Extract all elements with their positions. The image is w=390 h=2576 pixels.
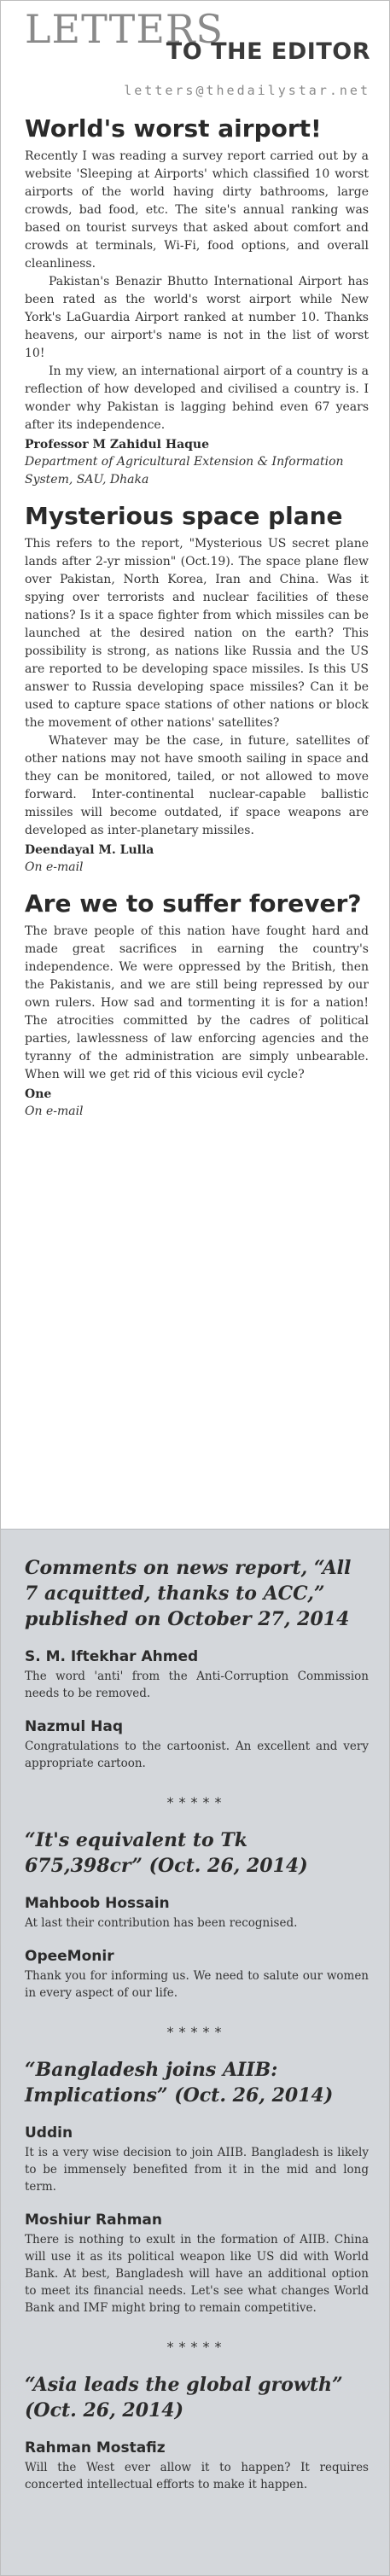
comment-text: At last their contribution has been recognised. <box>25 1916 298 1930</box>
section-separator: ***** <box>166 1794 227 1810</box>
commenter-name: Uddin <box>25 2124 73 2142</box>
section-separator: ***** <box>166 2024 227 2040</box>
letter-paragraph: Recently I was reading a survey report carried out by a website 'Sleeping at Airports' which classified 10 worst airports of the world having dirty bathrooms, large crowds, bad food, etc. The site's annual ranking was based on tourist surveys that asked about comfort and crowds at terminals, Wi-Fi, food options, and overall cleanliness. <box>25 149 369 271</box>
commenter-name: Mahboob Hossain <box>25 1895 170 1912</box>
comment-group <box>25 2372 369 2493</box>
comment-item <box>25 2211 369 2317</box>
comment-item <box>25 1947 369 2002</box>
comment-text: The word 'anti' from the Anti-Corruption Commission needs to be removed. <box>25 1670 369 1700</box>
comment-item <box>25 1894 369 1932</box>
comment-group <box>25 1827 369 2002</box>
letter-headline: Are we to suffer forever? <box>25 889 362 918</box>
commenter-name: Rahman Mostafiz <box>25 2439 166 2457</box>
editor-email: letters@thedailystar.net <box>124 83 370 98</box>
masthead <box>1 1 389 102</box>
comment-text: Thank you for informing us. We need to salute our women in every aspect of our life. <box>25 1969 369 2000</box>
comment-text: There is nothing to exult in the formation of AIIB. China will use it as its political weapon like US did with World Bank. At best, Bangladesh will have an additional option to meet its financial needs. Let's see what changes World Bank and IMF might bring to remain competitive. <box>25 2233 369 2315</box>
letter-paragraph: Whatever may be the case, in future, satellites of other nations may not have smooth sailing in space and they can be monitored, tailed, or not allowed to move forward. Inter-continental nuclear-capable ballistic missiles will become outdated, if space weapons are developed as inter-planetary missiles. <box>25 734 369 837</box>
commenter-name: OpeeMonir <box>25 1948 114 1965</box>
letter-author: Deendayal M. Lulla <box>25 843 154 857</box>
comment-group-heading: “Bangladesh joins AIIB: Implications” (Oct. 26, 2014) <box>25 2059 334 2107</box>
comment-item <box>25 1717 369 1772</box>
letter-paragraph: Pakistan's Benazir Bhutto International Airport has been rated as the world's worst airport while New York's LaGuardia Airport ranked at number 10. Thanks heavens, our airport's name is not in the list of worst 10! <box>25 275 369 360</box>
comment-group-heading: Comments on news report, “All 7 acquitted, thanks to ACC,” published on October 27, 2014 <box>25 1557 352 1630</box>
letter-paragraph: This refers to the report, "Mysterious US secret plane lands after 2-yr mission" (Oct.19). The space plane flew over Pakistan, North Korea, Iran and China. Was it spying over terrorists and nuclear facilities of these nations? Is it a space fighter from which missiles can be launched at the desired nation on the earth? This possibility is strong, as nations like Russia and the US are reported to be developing space missiles. Is this US answer to Russia developing space missiles? Can it be used to capture space stations of other nations or block the movement of other nations' satellites? <box>25 537 369 730</box>
section-separator: ***** <box>166 2339 227 2355</box>
comment-text: It is a very wise decision to join AIIB. Bangladesh is likely to be immensely benefited from it in the mid and long term. <box>25 2146 369 2194</box>
letter-headline: World's worst airport! <box>25 114 322 143</box>
comment-text: Congratulations to the cartoonist. An excellent and very appropriate cartoon. <box>25 1740 369 1770</box>
letter-affiliation: On e-mail <box>25 860 84 874</box>
letter-headline: Mysterious space plane <box>25 502 343 530</box>
comment-group <box>25 2057 369 2317</box>
letters-section <box>1 115 389 1121</box>
comment-group-heading: “It's equivalent to Tk 675,398cr” (Oct. 26, 2014) <box>25 1829 308 1877</box>
commenter-name: Nazmul Haq <box>25 1718 124 1735</box>
letter-affiliation: Department of Agricultural Extension & Information System, SAU, Dhaka <box>25 455 344 487</box>
commenter-name: S. M. Iftekhar Ahmed <box>25 1648 199 1665</box>
reader-comments-section <box>1 1529 389 2575</box>
letter-affiliation: On e-mail <box>25 1104 84 1118</box>
comment-item <box>25 2439 369 2493</box>
comment-item <box>25 1647 369 1702</box>
comment-group-heading: “Asia leads the global growth” (Oct. 26, 2014) <box>25 2374 343 2422</box>
letter-author: Professor M Zahidul Haque <box>25 438 210 452</box>
letter-worst-airport <box>25 115 369 489</box>
comment-group <box>25 1555 369 1772</box>
letter-suffer-forever <box>25 890 369 1121</box>
masthead-title: LETTERS <box>25 6 224 52</box>
comment-item <box>25 2124 369 2195</box>
comment-text: Will the West ever allow it to happen? It requires concerted intellectual efforts to make it happen. <box>25 2461 369 2491</box>
letter-paragraph: The brave people of this nation have fought hard and made great sacrifices in earning the country's independence. We were oppressed by the British, then the Pakistanis, and we are still being repressed by our own rulers. How sad and tormenting it is for a nation! The atrocities committed by the cadres of political parties, lawlessness of law enforcing agencies and the tyranny of the administration are simply unbearable. When will we get rid of this vicious evil cycle? <box>25 924 369 1081</box>
masthead-subtitle: TO THE EDITOR <box>166 38 370 65</box>
commenter-name: Moshiur Rahman <box>25 2212 163 2229</box>
letter-author: One <box>25 1087 52 1101</box>
letter-paragraph: In my view, an international airport of a country is a reflection of how developed and civilised a country is. I wonder why Pakistan is lagging behind even 67 years after its independence. <box>25 364 369 432</box>
letter-space-plane <box>25 503 369 877</box>
